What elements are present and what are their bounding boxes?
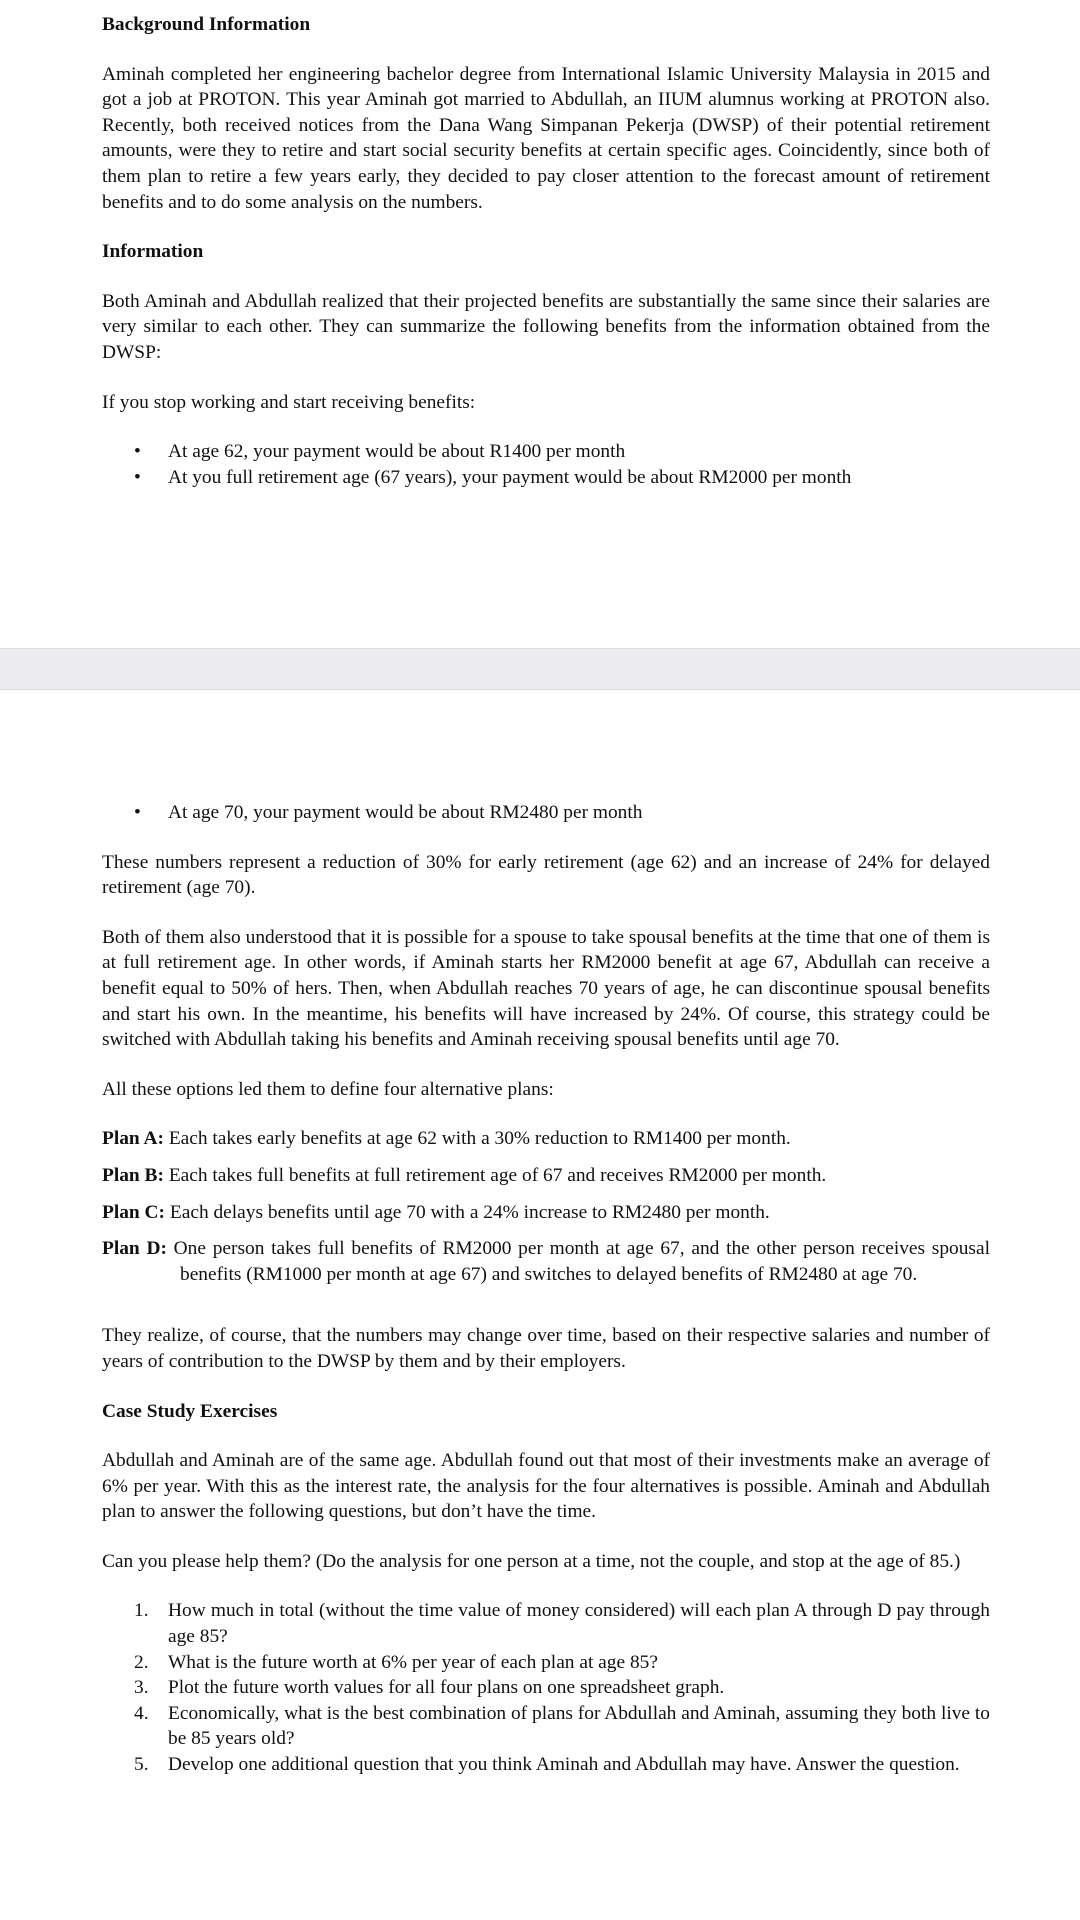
question-list xyxy=(102,1598,990,1777)
bullet-age-62: • At age 62, your payment would be about R1400 per month xyxy=(102,439,990,465)
bullet-age-67: • At you full retirement age (67 years), your payment would be about RM2000 per month xyxy=(102,465,990,491)
background-paragraph: Aminah completed her engineering bachelor degree from International Islamic University Malaysia in 2015 and got a job at PROTON. This year Aminah got married to Abdullah, an IIUM alumnus working at PROTON also. Recently, both received notices from the Dana Wang Simpanan Pekerja (DWSP) of their potential retirement amounts, were they to retire and start social security benefits at certain specific ages. Coincidently, since both of them plan to retire a few years early, they decided to pay closer attention to the forecast amount of retirement benefits and to do some analysis on the numbers. xyxy=(102,63,990,213)
plan-b-label: Plan B: xyxy=(102,1164,164,1186)
benefit-bullet-list-continued xyxy=(102,800,990,826)
page-2-content xyxy=(102,800,990,1778)
bullet-age-70: • At age 70, your payment would be about RM2480 per month xyxy=(102,800,990,826)
question-number: 1. xyxy=(134,1600,149,1622)
question-text: Economically, what is the best combination of plans for Abdullah and Aminah, assuming they both live to be 85 years old? xyxy=(168,1702,990,1750)
plan-a xyxy=(102,1126,990,1152)
help-paragraph: Can you please help them? (Do the analysis for one person at a time, not the couple, and stop at the age of 85.) xyxy=(102,1550,961,1572)
plan-a-text: Each takes early benefits at age 62 with a 30% reduction to RM1400 per month. xyxy=(168,1128,791,1150)
question-number: 4. xyxy=(134,1702,149,1724)
document-page-1 xyxy=(0,0,1080,648)
plan-c-text: Each delays benefits until age 70 with a 24% increase to RM2480 per month. xyxy=(169,1201,770,1223)
information-heading: Information xyxy=(102,241,204,263)
question-item xyxy=(102,1675,990,1701)
plan-a-label: Plan A: xyxy=(102,1128,164,1150)
benefits-intro: If you stop working and start receiving benefits: xyxy=(102,391,476,413)
page-separator xyxy=(0,648,1080,690)
question-text: How much in total (without the time value of money considered) will each plan A through D pay through age 85? xyxy=(168,1600,990,1648)
realize-paragraph: They realize, of course, that the numbers may change over time, based on their respective salaries and number of years of contribution to the DWSP by them and by their employers. xyxy=(102,1325,990,1372)
question-text: What is the future worth at 6% per year of each plan at age 85? xyxy=(168,1651,658,1673)
plan-b-text: Each takes full benefits at full retirement age of 67 and receives RM2000 per month. xyxy=(168,1164,827,1186)
options-paragraph: All these options led them to define four alternative plans: xyxy=(102,1078,554,1100)
spousal-paragraph: Both of them also understood that it is possible for a spouse to take spousal benefits at the time that one of them is at full retirement age. In other words, if Aminah starts her RM2000 benefit at age 67, Abdullah can receive a benefit equal to 50% of hers. Then, when Abdullah reaches 70 years of age, he can discontinue spousal benefits and start his own. In the meantime, his benefits will have increased by 24%. Of course, this strategy could be switched with Abdullah taking his benefits and Aminah receiving spousal benefits until age 70. xyxy=(102,926,990,1051)
plan-c xyxy=(102,1200,990,1226)
reduction-paragraph: These numbers represent a reduction of 30% for early retirement (age 62) and an increase of 24% for delayed retirement (age 70). xyxy=(102,851,990,899)
plan-d-text: One person takes full benefits of RM2000 per month at age 67, and the other person receives spousal benefits (RM1000 per month at age 67) and switches to delayed benefits of RM2480 at age 70. xyxy=(173,1238,990,1285)
information-paragraph: Both Aminah and Abdullah realized that their projected benefits are substantially the same since their salaries are very similar to each other. They can summarize the following benefits from the information obtained from the DWSP: xyxy=(102,290,990,363)
document-page-2 xyxy=(0,690,1080,1920)
question-number: 2. xyxy=(134,1651,149,1673)
question-item xyxy=(102,1598,990,1649)
case-study-heading: Case Study Exercises xyxy=(102,1400,278,1422)
case-study-paragraph: Abdullah and Aminah are of the same age. Abdullah found out that most of their investments make an average of 6% per year. With this as the interest rate, the analysis for the four alternatives is possible. Aminah and Abdullah plan to answer the following questions, but don’t have the time. xyxy=(102,1450,990,1523)
plan-b xyxy=(102,1163,990,1189)
plan-d-label: Plan D: xyxy=(102,1238,167,1260)
question-item xyxy=(102,1650,990,1676)
question-text: Plot the future worth values for all four plans on one spreadsheet graph. xyxy=(168,1677,725,1699)
question-number: 3. xyxy=(134,1677,149,1699)
plan-c-label: Plan C: xyxy=(102,1201,166,1223)
benefit-bullet-list xyxy=(102,439,990,490)
question-text: Develop one additional question that you think Aminah and Abdullah may have. Answer the question. xyxy=(168,1754,960,1776)
plan-d xyxy=(102,1236,990,1287)
question-item xyxy=(102,1701,990,1752)
question-number: 5. xyxy=(134,1754,149,1776)
page-1-content xyxy=(102,12,990,490)
question-item xyxy=(102,1752,990,1778)
background-heading: Background Information xyxy=(102,14,311,35)
